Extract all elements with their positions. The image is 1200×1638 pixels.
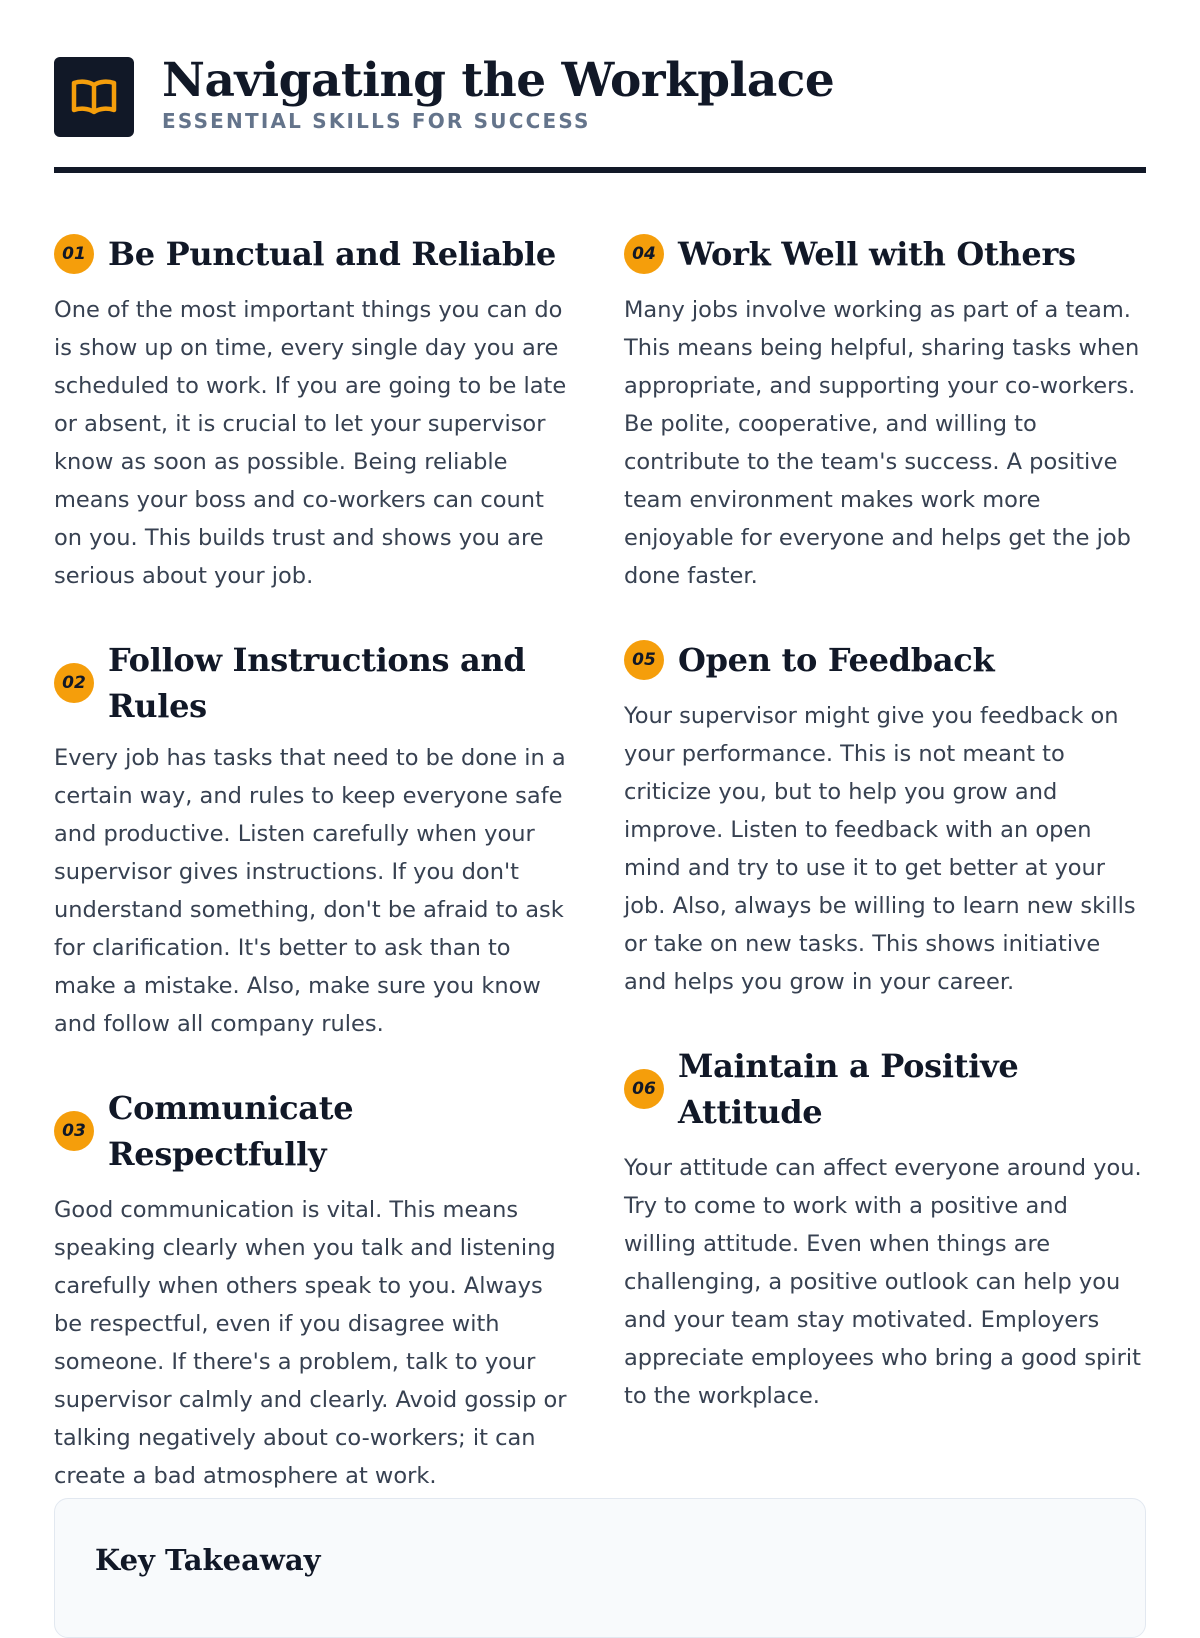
logo [54,57,134,137]
section-punctual [54,231,572,595]
open-book-icon [70,76,118,118]
page-subtitle: ESSENTIAL SKILLS FOR SUCCESS [162,109,591,133]
section-teamwork [624,231,1146,595]
section-body: Good communication is vital. This means speaking clearly when you talk and listening carefully when others speak to you. Always be respectful, even if you disagree with someone. If there's a problem, talk to your supervisor calmly and clearly. Avoid gossip or talking negatively about co-workers; it can create a bad atmosphere at work. [54,1197,567,1489]
section-title: Communicate Respectfully [108,1089,354,1173]
section-body: Your attitude can affect everyone around you. Try to come to work with a positive and willing attitude. Even when things are challenging, a positive outlook can help you and your team stay motivated. Employers appreciate employees who bring a good spirit to the workplace. [624,1155,1142,1409]
section-body: Every job has tasks that need to be done in a certain way, and rules to keep everyone safe and productive. Listen carefully when your supervisor gives instructions. If you don't understand something, don't be afraid to ask for clarification. It's better to ask than to make a mistake. Also, make sure you know and follow all company rules. [54,745,566,1037]
section-body: One of the most important things you can do is show up on time, every single day you are scheduled to work. If you are going to be late or absent, it is crucial to let your supervisor know as soon as possible. Being reliable means your boss and co-workers can count on you. This builds trust and shows you are serious about your job. [54,297,567,589]
header [54,53,1146,137]
section-feedback [624,637,1146,1001]
left-column [54,231,572,1537]
page-title: Navigating the Workplace [162,53,835,108]
content-columns [54,231,1146,1537]
section-title: Maintain a Positive Attitude [678,1047,1019,1131]
section-number-badge: 06 [624,1069,664,1109]
section-title: Be Punctual and Reliable [108,235,556,273]
section-number-badge: 04 [624,234,664,274]
section-attitude [624,1043,1146,1415]
right-column [624,231,1146,1537]
section-title: Work Well with Others [678,235,1076,273]
section-instructions [54,637,572,1043]
section-number-badge: 02 [54,663,94,703]
header-divider [54,167,1146,173]
key-takeaway-box [54,1498,1146,1638]
section-body: Many jobs involve working as part of a team. This means being helpful, sharing tasks when appropriate, and supporting your co-workers. Be polite, cooperative, and willing to contribute to the team's success. A positive team environment makes work more enjoyable for everyone and helps get the job done faster. [624,297,1140,589]
section-title: Open to Feedback [678,641,995,679]
section-body: Your supervisor might give you feedback on your performance. This is not meant to criticize you, but to help you grow and improve. Listen to feedback with an open mind and try to use it to get better at your job. Also, always be willing to learn new skills or take on new tasks. This shows initiative and helps you grow in your career. [624,703,1136,995]
section-title: Follow Instructions and Rules [108,641,526,725]
section-number-badge: 03 [54,1111,94,1151]
key-takeaway-title: Key Takeaway [95,1543,321,1577]
section-number-badge: 05 [624,640,664,680]
section-number-badge: 01 [54,234,94,274]
section-communicate [54,1085,572,1495]
